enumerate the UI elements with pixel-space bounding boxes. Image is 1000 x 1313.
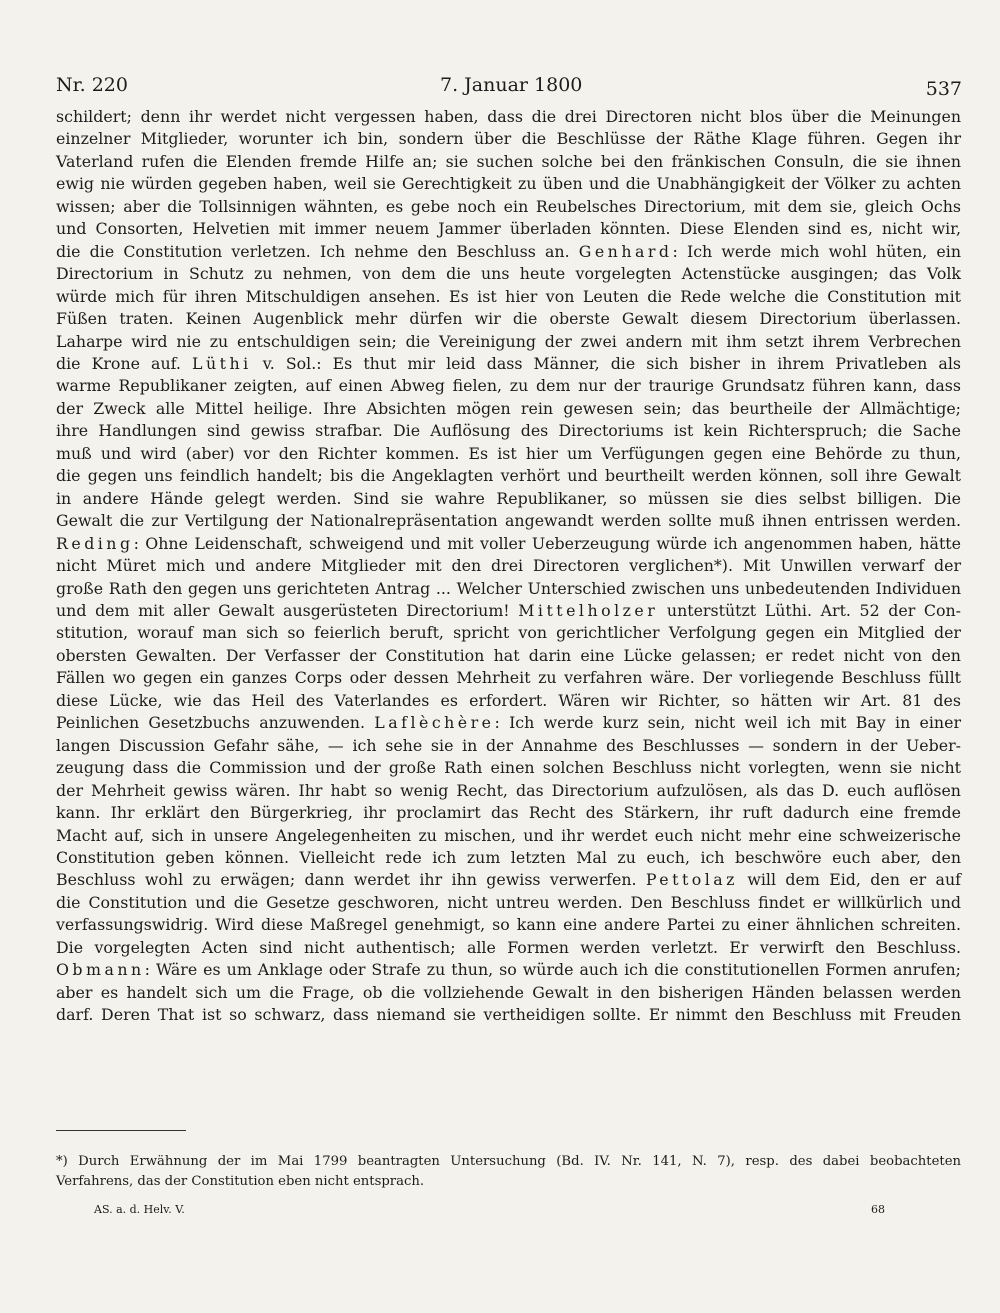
text-line xyxy=(56,892,961,914)
text-line xyxy=(56,420,961,442)
text-line xyxy=(56,151,961,173)
speaker-name: Laflèchère xyxy=(374,713,495,733)
text-segment: Die vorgelegten Acten sind nicht authentisch; alle Formen werden verletzt. Er verwirft den Beschluss. xyxy=(56,937,961,957)
text-line xyxy=(56,780,961,802)
text-line xyxy=(56,443,961,465)
text-line xyxy=(56,712,961,734)
text-line xyxy=(56,1004,961,1026)
text-line xyxy=(56,353,961,375)
text-segment: Peinlichen Gesetzbuchs anzuwenden. xyxy=(56,713,375,733)
text-segment: will dem Eid, den er auf xyxy=(737,870,961,890)
text-segment: Fällen wo gegen ein ganzes Corps oder dessen Mehrheit zu verfahren wäre. Der vorliegende Beschluss füllt xyxy=(56,668,961,688)
document-number: Nr. 220 xyxy=(56,74,128,96)
text-line xyxy=(56,465,961,487)
text-line xyxy=(56,622,961,644)
text-line xyxy=(56,128,961,150)
text-line xyxy=(56,667,961,689)
text-line xyxy=(56,510,961,532)
sheet-number: 68 xyxy=(871,1203,885,1216)
text-line xyxy=(56,286,961,308)
footnote xyxy=(56,1152,961,1192)
text-line xyxy=(56,533,961,555)
text-line xyxy=(56,308,961,330)
text-segment: : Ich werde kurz sein, nicht weil ich mit Bay in einer xyxy=(494,713,961,733)
text-segment: darf. Deren That ist so schwarz, dass niemand sie vertheidigen sollte. Er nimmt den Beschluss mit Freuden xyxy=(56,1005,961,1025)
text-segment: ihre Handlungen sind gewiss strafbar. Die Auflösung des Directoriums ist kein Richterspruch; die Sache xyxy=(56,421,961,441)
text-line xyxy=(56,555,961,577)
text-segment: und Consorten, Helvetien mit immer neuem Jammer überladen könnten. Diese Elenden sind es, nicht wir, xyxy=(56,219,961,239)
text-segment: Laharpe wird nie zu entschuldigen sein; die Vereinigung der zwei andern mit ihm setzt ihrem Verbrechen xyxy=(56,331,961,351)
text-segment: nicht Müret mich und andere Mitglieder mit den drei Directoren verglichen*). Mit Unwillen verwarf der xyxy=(56,556,961,576)
text-segment: Vaterland rufen die Elenden fremde Hilfe an; sie suchen solche bei den fränkischen Consuln, die sie ihnen xyxy=(56,151,961,171)
text-segment: verfassungswidrig. Wird diese Maßregel genehmigt, so kann eine andere Partei zu einer ähnlichen schreiten. xyxy=(56,915,961,935)
text-line xyxy=(56,937,961,959)
text-segment: aber es handelt sich um die Frage, ob die vollziehende Gewalt in den bisherigen Händen belassen werden xyxy=(56,982,961,1002)
text-line xyxy=(56,106,961,128)
text-segment: : Ich werde mich wohl hüten, ein xyxy=(672,241,961,261)
text-segment: Beschluss wohl zu erwägen; dann werdet ihr ihn gewiss verwerfen. xyxy=(56,870,646,890)
text-line xyxy=(56,825,961,847)
text-segment: schildert; denn ihr werdet nicht vergessen haben, dass die drei Directoren nicht blos über die Meinungen xyxy=(56,107,961,126)
text-segment: große Rath den gegen uns gerichteten Antrag ... Welcher Unterschied zwischen uns unbedeutenden Individuen xyxy=(56,578,961,598)
text-segment: der Mehrheit gewiss wären. Ihr habt so wenig Recht, das Directorium aufzulösen, als das D. euch auflösen xyxy=(56,780,961,800)
speaker-name: Reding xyxy=(56,533,134,553)
text-line xyxy=(56,578,961,600)
text-segment: v. Sol.: Es thut mir leid dass Männer, die sich bisher in ihrem Privatleben als xyxy=(251,353,961,373)
footnote-line: Verfahrens, das der Constitution eben nicht entsprach. xyxy=(56,1174,425,1189)
text-line xyxy=(56,241,961,263)
footnote-divider xyxy=(56,1130,186,1131)
text-line xyxy=(56,847,961,869)
text-line xyxy=(56,488,961,510)
text-segment: stitution, worauf man sich so feierlich beruft, spricht von gerichtlicher Verfolgung gegen ein Mitglied der xyxy=(56,623,961,643)
text-segment: einzelner Mitglieder, worunter ich bin, sondern über die Beschlüsse der Räthe Klage führen. Gegen ihr xyxy=(56,129,961,149)
text-segment: obersten Gewalten. Der Verfasser der Constitution hat darin eine Lücke gelassen; er redet nicht von den xyxy=(56,645,961,665)
text-segment: die die Constitution verletzen. Ich nehme den Beschluss an. xyxy=(56,241,579,261)
text-segment: kann. Ihr erklärt den Bürgerkrieg, ihr proclamirt das Recht des Stärkern, ihr ruft dadurch eine fremde xyxy=(56,803,961,823)
text-segment: in andere Hände gelegt werden. Sind sie wahre Republikaner, so müssen sie dies selbst billigen. Die xyxy=(56,488,961,508)
page-number: 537 xyxy=(925,78,962,100)
text-segment: muß und wird (aber) vor den Richter kommen. Es ist hier um Verfügungen gegen eine Behörde zu thun, xyxy=(56,443,961,463)
sheet-signature: AS. a. d. Helv. V. xyxy=(94,1203,185,1216)
text-line xyxy=(56,645,961,667)
text-segment: die Krone auf. xyxy=(56,353,192,373)
text-line xyxy=(56,735,961,757)
text-line xyxy=(56,331,961,353)
text-segment: : Wäre es um Anklage oder Strafe zu thun, so würde auch ich die constitutionellen Formen anrufen; xyxy=(144,960,961,980)
text-segment: langen Discussion Gefahr sähe, — ich sehe sie in der Annahme des Beschlusses — sondern in der Ueber- xyxy=(56,735,961,755)
text-line xyxy=(56,173,961,195)
text-line xyxy=(56,398,961,420)
text-segment: die Constitution und die Gesetze geschworen, nicht untreu werden. Den Beschluss findet er willkürlich und xyxy=(56,892,961,912)
text-segment: Gewalt die zur Vertilgung der Nationalrepräsentation angewandt werden sollte muß ihnen entrissen werden. xyxy=(56,511,961,531)
text-line xyxy=(56,218,961,240)
document-date: 7. Januar 1800 xyxy=(440,74,583,96)
speaker-name: Obmann xyxy=(56,960,145,980)
text-segment: ewig nie würden gegeben haben, weil sie Gerechtigkeit zu üben und die Unabhängigkeit der Völker zu achten xyxy=(56,174,961,194)
main-text xyxy=(56,106,961,1027)
text-segment: die gegen uns feindlich handelt; bis die Angeklagten verhört und beurtheilt werden können, soll ihre Gewalt xyxy=(56,466,961,486)
text-line xyxy=(56,600,961,622)
text-line xyxy=(56,757,961,779)
text-line xyxy=(56,263,961,285)
text-segment: Macht auf, sich in unsere Angelegenheiten zu mischen, und ihr werdet euch nicht mehr eine schweizerische xyxy=(56,825,961,845)
speaker-name: Lüthi xyxy=(192,353,252,373)
text-segment: und dem mit aller Gewalt ausgerüsteten Directorium! xyxy=(56,600,519,620)
text-line xyxy=(56,914,961,936)
text-line xyxy=(56,375,961,397)
footnote-line: *) Durch Erwähnung der im Mai 1799 beantragten Untersuchung (Bd. IV. Nr. 141, N. 7), resp. des dabei beobachteten xyxy=(56,1154,961,1169)
text-segment: würde mich für ihren Mitschuldigen ansehen. Es ist hier von Leuten die Rede welche die Constitution mit xyxy=(56,286,961,306)
text-line xyxy=(56,690,961,712)
speaker-name: Pettolaz xyxy=(645,870,738,890)
text-segment: zeugung dass die Commission und der große Rath einen solchen Beschluss nicht vorlegten, wenn sie nicht xyxy=(56,758,961,778)
text-segment: wissen; aber die Tollsinnigen wähnten, es gebe noch ein Reubelsches Directorium, mit dem sie, gleich Ochs xyxy=(56,196,961,216)
text-line xyxy=(56,196,961,218)
text-segment: Constitution geben können. Vielleicht rede ich zum letzten Mal zu euch, ich beschwöre euch aber, den xyxy=(56,847,961,867)
text-line xyxy=(56,869,961,891)
text-segment: diese Lücke, wie das Heil des Vaterlandes es erfordert. Wären wir Richter, so hätten wir Art. 81 des xyxy=(56,690,961,710)
text-line xyxy=(56,802,961,824)
text-segment: Directorium in Schutz zu nehmen, von dem die uns heute vorgelegten Actenstücke ausgingen; das Volk xyxy=(56,264,961,284)
page-header xyxy=(56,70,962,102)
text-segment: der Zweck alle Mittel heilige. Ihre Absichten mögen rein gewesen sein; das beurtheile der Allmächtige; xyxy=(56,398,961,418)
speaker-name: Mittelholzer xyxy=(518,600,659,620)
text-segment: Füßen traten. Keinen Augenblick mehr dürfen wir die oberste Gewalt diesem Directorium überlassen. xyxy=(56,309,961,329)
text-segment: warme Republikaner zeigten, auf einen Abweg fielen, zu dem nur der traurige Grundsatz führen kann, dass xyxy=(56,376,961,396)
speaker-name: Genhard xyxy=(578,241,673,261)
text-line xyxy=(56,959,961,981)
text-segment: unterstützt Lüthi. Art. 52 der Con- xyxy=(658,600,961,620)
text-segment: : Ohne Leidenschaft, schweigend und mit voller Ueberzeugung würde ich angenommen haben, hätte xyxy=(133,533,961,553)
text-line xyxy=(56,982,961,1004)
